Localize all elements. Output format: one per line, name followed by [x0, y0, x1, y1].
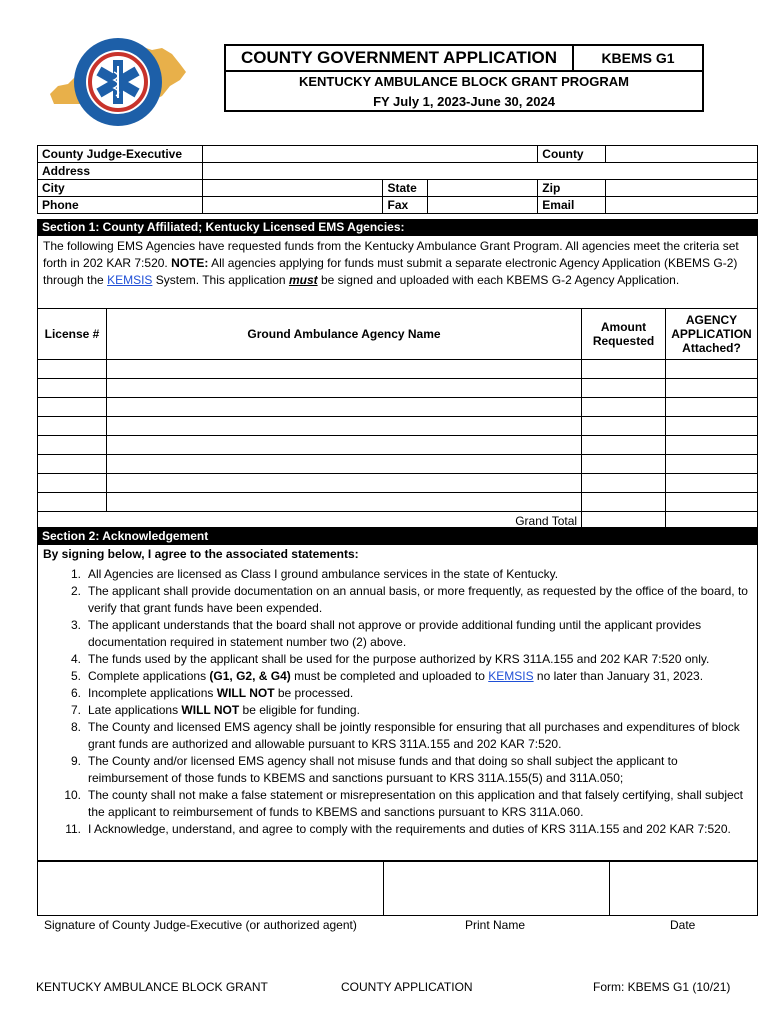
list-item-text: The funds used by the applicant shall be used for the purpose authorized by KRS 311A.155 and 202 KAR 7:520 only.	[88, 652, 710, 666]
license-cell[interactable]	[38, 474, 107, 493]
agency-name-cell[interactable]	[106, 436, 581, 455]
must-emphasis: must	[288, 273, 318, 287]
section1-text-a: The following EMS Agencies have requested funds from the Kentucky Ambulance Grant Program. All agencies meet the criteria set forth in 202 KAR 7:520.	[43, 239, 739, 270]
list-item-text: I Acknowledge, understand, and agree to comply with the requirements and duties of KRS 311A.155 and 202 KAR 7:520.	[88, 822, 731, 836]
amount-cell[interactable]	[582, 493, 666, 512]
section2-intro: By signing below, I agree to the associated statements:	[43, 547, 359, 561]
list-item-text: The applicant understands that the board shall not approve or provide additional funding until the applicant provides documentation required in statement number two (2) above.	[88, 618, 702, 649]
attached-cell[interactable]	[666, 360, 758, 379]
table-row	[38, 455, 758, 474]
attached-cell[interactable]	[666, 379, 758, 398]
list-item	[37, 702, 758, 719]
list-item	[37, 821, 758, 838]
list-item-text: Complete applications	[88, 669, 210, 683]
table-row	[38, 493, 758, 512]
license-cell[interactable]	[38, 398, 107, 417]
col-amount: Amount Requested	[582, 309, 666, 360]
list-item-text: The County and/or licensed EMS agency shall not misuse funds and that doing so shall subject the applicant to reimbursement of those funds to KBEMS and sanctions pursuant to KRS 311A.155(5) and 311A.050;	[88, 754, 678, 785]
license-cell[interactable]	[38, 417, 107, 436]
print-name-field[interactable]	[383, 862, 610, 916]
footer-right: Form: KBEMS G1 (10/21)	[593, 980, 731, 994]
amount-cell[interactable]	[582, 436, 666, 455]
agency-name-cell[interactable]	[106, 493, 581, 512]
form-title: COUNTY GOVERNMENT APPLICATION	[226, 46, 574, 72]
judge-executive-label: County Judge-Executive	[38, 146, 203, 163]
table-row	[38, 379, 758, 398]
amount-cell[interactable]	[582, 360, 666, 379]
list-item-number: 10.	[64, 788, 81, 802]
list-item-number: 5.	[70, 669, 81, 683]
attached-cell[interactable]	[666, 436, 758, 455]
list-item	[37, 753, 758, 787]
list-item-text: The County and licensed EMS agency shall be jointly responsible for ensuring that all purchases and expenditures of block grant funds are authorized and allowable pursuant to KRS 311A.155 and 202 KAR 7:520.	[88, 720, 740, 751]
signature-label: Signature of County Judge-Executive (or authorized agent)	[44, 918, 357, 932]
date-label: Date	[670, 918, 696, 932]
table-row	[38, 436, 758, 455]
list-item-text: Incomplete applications	[88, 686, 217, 700]
section1-text-c: System. This application	[152, 273, 289, 287]
attached-cell[interactable]	[666, 455, 758, 474]
list-item-bold: (G1, G2, & G4)	[209, 669, 291, 683]
city-field[interactable]	[202, 180, 383, 197]
amount-cell[interactable]	[582, 455, 666, 474]
list-item-number: 3.	[70, 618, 81, 632]
list-item-text: must be completed and uploaded to	[290, 669, 489, 683]
list-item-text: The county shall not make a false statement or misrepresentation on this application and that falsely certifying, shall subject the applicant to reimbursement of funds to KBEMS and sanctions pursuant to KRS 311A.060.	[88, 788, 744, 819]
agency-name-cell[interactable]	[106, 474, 581, 493]
list-item-text: be processed.	[274, 686, 354, 700]
agency-name-cell[interactable]	[106, 398, 581, 417]
list-item-text: All Agencies are licensed as Class I ground ambulance services in the state of Kentucky.	[88, 567, 559, 581]
kemsis-link[interactable]: KEMSIS	[107, 273, 153, 287]
date-field[interactable]	[610, 862, 758, 916]
footer-center: COUNTY APPLICATION	[341, 980, 473, 994]
list-item	[37, 583, 758, 617]
list-item-number: 11.	[65, 822, 81, 836]
program-name: KENTUCKY AMBULANCE BLOCK GRANT PROGRAM	[298, 74, 630, 89]
amount-cell[interactable]	[582, 379, 666, 398]
table-row	[38, 417, 758, 436]
state-field[interactable]	[428, 180, 538, 197]
judge-executive-field[interactable]	[202, 146, 537, 163]
state-label: State	[383, 180, 428, 197]
license-cell[interactable]	[38, 436, 107, 455]
section1-text-d: be signed and uploaded with each KBEMS G-2 Agency Application.	[317, 273, 680, 287]
grand-total-label: Grand Total	[38, 512, 582, 531]
zip-label: Zip	[538, 180, 606, 197]
print-name-label: Print Name	[465, 918, 526, 932]
county-label: County	[538, 146, 606, 163]
phone-field[interactable]	[202, 197, 383, 214]
form-code: KBEMS G1	[574, 46, 702, 72]
col-license: License #	[38, 309, 107, 360]
county-field[interactable]	[606, 146, 758, 163]
address-field[interactable]	[202, 163, 757, 180]
email-label: Email	[538, 197, 606, 214]
signature-table	[37, 861, 758, 916]
agency-name-cell[interactable]	[106, 455, 581, 474]
list-item-number: 4.	[70, 652, 81, 666]
amount-cell[interactable]	[582, 417, 666, 436]
agency-name-cell[interactable]	[106, 379, 581, 398]
list-item-text: be eligible for funding.	[239, 703, 360, 717]
address-label: Address	[38, 163, 203, 180]
city-label: City	[38, 180, 203, 197]
form-header	[224, 44, 704, 112]
section1-text-b: All agencies applying for funds must submit a separate electronic Agency Application (KBEMS G-2) through the	[43, 256, 738, 287]
table-row	[38, 360, 758, 379]
zip-field[interactable]	[606, 180, 758, 197]
section1-title: Section 1: County Affiliated; Kentucky Licensed EMS Agencies:	[37, 219, 758, 236]
fiscal-year: FY July 1, 2023-June 30, 2024	[373, 94, 555, 109]
amount-cell[interactable]	[582, 474, 666, 493]
acknowledgement-list	[37, 566, 758, 838]
phone-label: Phone	[38, 197, 203, 214]
col-attached: AGENCY APPLICATION Attached?	[666, 309, 758, 360]
license-cell[interactable]	[38, 379, 107, 398]
license-cell[interactable]	[38, 360, 107, 379]
section2-title: Section 2: Acknowledgement	[37, 528, 758, 545]
list-item	[37, 566, 758, 583]
list-item-text: The applicant shall provide documentation on an annual basis, or more frequently, as requested by the office of the board, to verify that grant funds have been expended.	[88, 584, 748, 615]
list-item	[37, 617, 758, 651]
list-item-bold: WILL NOT	[181, 703, 240, 717]
note-label: NOTE:	[171, 256, 209, 270]
list-item	[37, 719, 758, 753]
fax-label: Fax	[383, 197, 428, 214]
county-info-table	[37, 145, 758, 214]
list-item	[37, 651, 758, 668]
list-item-bold: WILL NOT	[216, 686, 275, 700]
license-cell[interactable]	[38, 455, 107, 474]
list-item-number: 1.	[70, 567, 81, 581]
fax-field[interactable]	[428, 197, 538, 214]
col-agency-name: Ground Ambulance Agency Name	[106, 309, 581, 360]
attached-cell[interactable]	[666, 474, 758, 493]
kemsis-link[interactable]: KEMSIS	[488, 669, 534, 683]
table-row	[38, 398, 758, 417]
list-item-text: Late applications	[88, 703, 182, 717]
agency-table	[37, 308, 758, 531]
footer-left: KENTUCKY AMBULANCE BLOCK GRANT	[36, 980, 268, 994]
list-item-number: 6.	[70, 686, 81, 700]
signature-field[interactable]	[38, 862, 384, 916]
attached-cell[interactable]	[666, 493, 758, 512]
table-row	[38, 474, 758, 493]
list-item-number: 7.	[70, 703, 81, 717]
list-item-number: 8.	[70, 720, 81, 734]
email-field[interactable]	[606, 197, 758, 214]
attached-cell[interactable]	[666, 417, 758, 436]
section1-description	[38, 238, 758, 289]
list-item-number: 2.	[70, 584, 81, 598]
list-item-text: no later than January 31, 2023.	[533, 669, 704, 683]
agency-name-cell[interactable]	[106, 417, 581, 436]
list-item	[37, 685, 758, 702]
list-item	[37, 787, 758, 821]
list-item	[37, 668, 758, 685]
list-item-number: 9.	[70, 754, 81, 768]
amount-cell[interactable]	[582, 398, 666, 417]
kbems-logo	[44, 24, 194, 132]
attached-cell[interactable]	[666, 398, 758, 417]
license-cell[interactable]	[38, 493, 107, 512]
agency-name-cell[interactable]	[106, 360, 581, 379]
